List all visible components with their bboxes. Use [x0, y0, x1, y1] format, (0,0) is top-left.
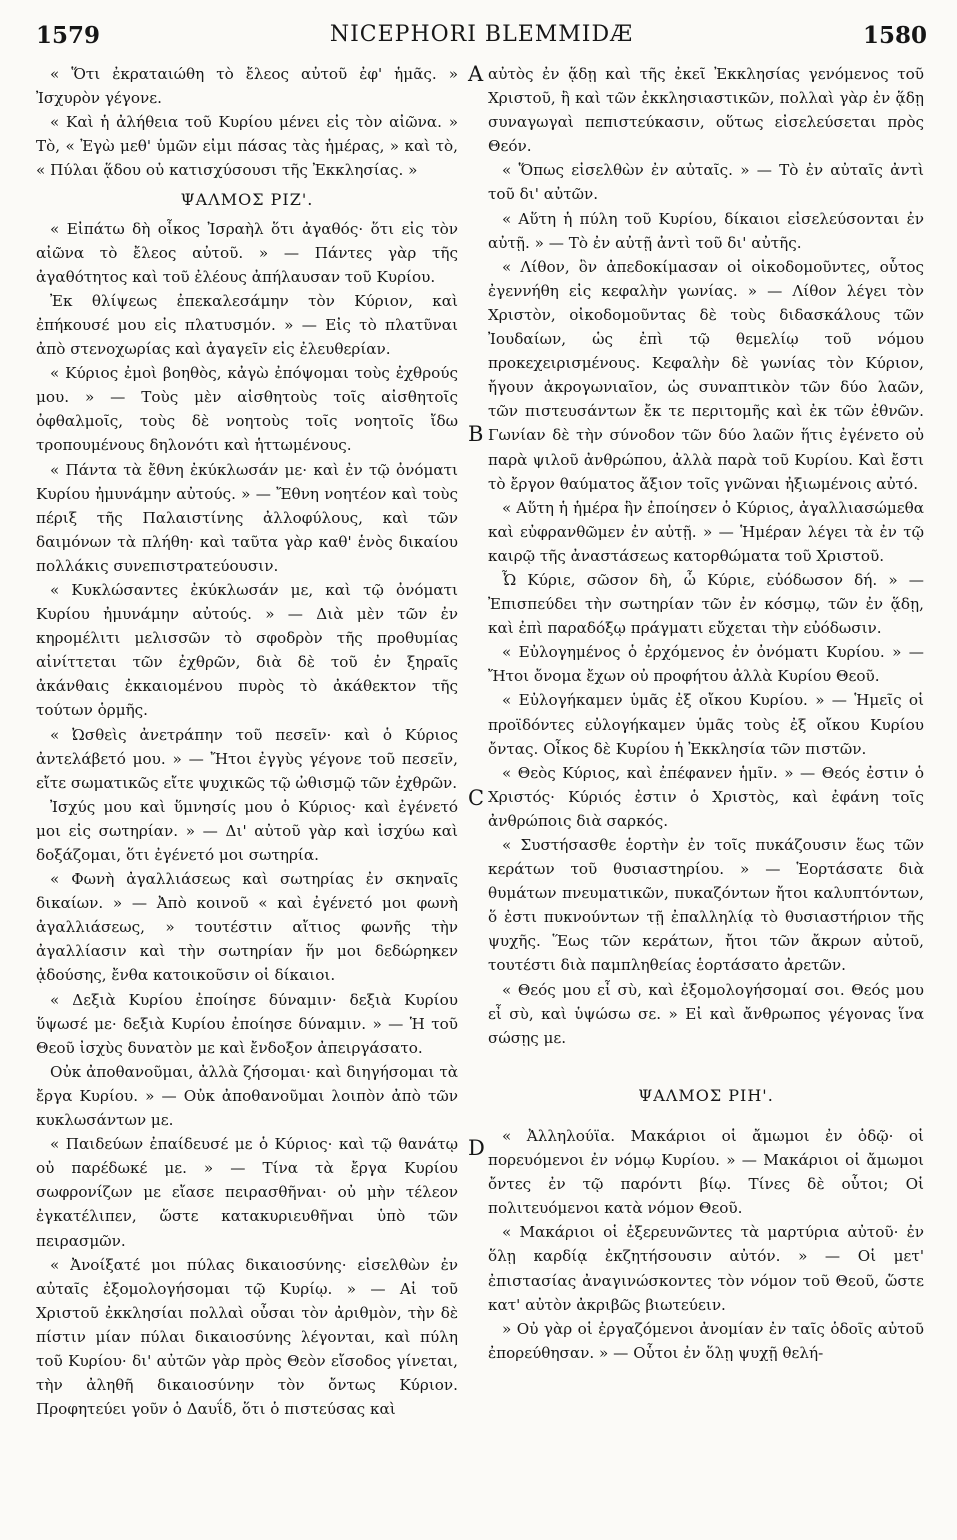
paragraph: « Αὕτη ἡ ἡμέρα ἣν ἐποίησεν ὁ Κύριος, ἀγαλλιασώμεθα καὶ εὐφρανθῶμεν ἐν αὐτῇ. » — Ἡμέραν λέγει τὰ ἐν τῷ καιρῷ τῆς ἀναστάσεως κατορθώματα τοῦ Χριστοῦ. — [488, 498, 924, 565]
paragraph: » Οὐ γὰρ οἱ ἐργαζόμενοι ἀνομίαν ἐν ταῖς ὁδοῖς αὐτοῦ ἐπορεύθησαν. » — Οὗτοι ἐν ὅλῃ ψυχῇ θελή- — [488, 1319, 924, 1362]
paragraph: « Κύριος ἐμοὶ βοηθὸς, κἀγὼ ἐπόψομαι τοὺς ἐχθρούς μου. » — Τοὺς μὲν αἰσθητοὺς τοῖς αἰσθητοῖς ὀφθαλμοῖς, τοὺς δὲ νοητοὺς τοῖς νοητοῖς ἴδω τροπουμένους δηλονότι καὶ ἡττωμένους. — [36, 364, 458, 455]
paragraph: Ἰσχύς μου καὶ ὕμνησίς μου ὁ Κύριος· καὶ ἐγένετό μοι εἰς σωτηρίαν. » — Δι' αὐτοῦ γὰρ καὶ ἰσχύω καὶ δοξάζομαι, ὅτι ἐγένετό μοι σωτηρία. — [36, 797, 458, 864]
right-column — [488, 62, 924, 1365]
paragraph: « Πάντα τὰ ἔθνη ἐκύκλωσάν με· καὶ ἐν τῷ ὀνόματι Κυρίου ἠμυνάμην αὐτούς. » — Ἔθνη νοητέον καὶ τοὺς πέριξ τῆς Παλαιστίνης ἀλλοφύλους, καὶ τῶν δαιμόνων τὰ πλήθη· καὶ ταῦτα γὰρ καθ' ἑνὸς δικαίου πολλάκις συνεπιστρατεύουσιν. — [36, 460, 458, 575]
page-number-right: 1580 — [862, 22, 927, 49]
margin-marker-c: C — [468, 786, 485, 810]
paragraph: Ἐκ θλίψεως ἐπεκαλεσάμην τὸν Κύριον, καὶ ἐπήκουσέ μου εἰς πλατυσμόν. » — Εἰς τὸ πλατῦναι ἀπὸ στενοχωρίας καὶ ἀγαγεῖν εἰς ἐλευθερίαν. — [36, 291, 458, 359]
paragraph: « Ὠσθεὶς ἀνετράπην τοῦ πεσεῖν· καὶ ὁ Κύριος ἀντελάβετό μου. » — Ἤτοι ἐγγὺς γέγονε τοῦ πεσεῖν, εἴτε σωματικῶς εἴτε ψυχικῶς τῷ ὠθισμῷ τῶν ἐχθρῶν. — [36, 725, 458, 792]
paragraph: « Ἀνοίξατέ μοι πύλας δικαιοσύνης· εἰσελθὼν ἐν αὐταῖς ἐξομολογήσομαι τῷ Κυρίῳ. » — Αἱ τοῦ Χριστοῦ ἐκκλησίαι πολλαὶ οὖσαι τὸν ἀριθμὸν, τὴν δὲ πίστιν μίαν πύλαι δικαιοσύνης λέγονται, καὶ πύλη τοῦ Κυρίου· δι' αὐτῶν γὰρ πρὸς Θεὸν εἴσοδος γίνεται, τὴν ἀληθῆ δικαιοσύνην τὸν ὄντως Κύριον. Προφητεύει γοῦν ὁ Δαυΐδ, ὅτι ὁ πιστεύσας καὶ — [36, 1255, 458, 1419]
paragraph: « Καὶ ἡ ἀλήθεια τοῦ Κυρίου μένει εἰς τὸν αἰῶνα. » Τὸ, « Ἐγὼ μεθ' ὑμῶν εἰμι πάσας τὰς ἡμέρας, » καὶ τὸ, « Πύλαι ᾅδου οὐ κατισχύσουσι τῆς Ἐκκλησίας. » — [36, 113, 458, 180]
left-column — [36, 62, 458, 1421]
paragraph: « Θεὸς Κύριος, καὶ ἐπέφανεν ἡμῖν. » — Θεός ἐστιν ὁ Χριστός· Κύριός ἐστιν ὁ Χριστὸς, καὶ ἐφάνη τοῖς ἀνθρώποις διὰ σαρκός. — [488, 763, 924, 830]
paragraph: « Αὕτη ἡ πύλη τοῦ Κυρίου, δίκαιοι εἰσελεύσονται ἐν αὐτῇ. » — Τὸ ἐν αὐτῇ ἀντὶ τοῦ δι' αὐτῆς. — [488, 209, 924, 252]
paragraph: « Εὐλογημένος ὁ ἐρχόμενος ἐν ὀνόματι Κυρίου. » — Ἤτοι ὄνομα ἔχων οὐ προφήτου ἀλλὰ Κυρίου Θεοῦ. — [488, 643, 924, 686]
psalm-heading: ΨΑΛΜΟΣ ΡΙΗ'. — [638, 1085, 774, 1105]
margin-marker-b: B — [468, 422, 484, 446]
running-title: NICEPHORI BLEMMIDÆ — [329, 22, 634, 47]
paragraph: « Φωνὴ ἀγαλλιάσεως καὶ σωτηρίας ἐν σκηναῖς δικαίων. » — Ἀπὸ κοινοῦ « καὶ ἐγένετό μοι φωνὴ ἀγαλλιάσεως, » τουτέστιν αἴτιος φωνῆς τὴν ἀγαλλίασιν καὶ τὴν σωτηρίαν ἥν μοι δεδώρηκεν ᾀδούσης, ἔνθα κατοικοῦσιν οἱ δίκαιοι. — [36, 870, 458, 985]
page-number-left: 1579 — [36, 22, 101, 49]
paragraph: « Θεός μου εἶ σὺ, καὶ ἐξομολογήσομαί σοι. Θεός μου εἶ σὺ, καὶ ὑψώσω σε. » Εἰ καὶ ἄνθρωπος γέγονας ἵνα σώσῃς με. — [488, 980, 924, 1047]
paragraph: « Ἀλληλούϊα. Μακάριοι οἱ ἄμωμοι ἐν ὁδῷ· οἱ πορευόμενοι ἐν νόμῳ Κυρίου. » — Μακάριοι οἱ ἄμωμοι ὄντες ἐν τῷ παρόντι βίῳ. Τίνες δὲ οὗτοι; Οἱ πολιτευόμενοι κατὰ νόμον Θεοῦ. — [488, 1126, 924, 1218]
paragraph: « Λίθον, ὃν ἀπεδοκίμασαν οἱ οἰκοδομοῦντες, οὗτος ἐγεννήθη εἰς κεφαλὴν γωνίας. » — Λίθον λέγει τὸν Χριστὸν, οἰκοδομοῦντας δὲ τοὺς διδασκάλους τῶν Ἰουδαίων, ὡς ἐπὶ τῷ θεμελίῳ τοῦ νόμου προκεχειρισμένους. Κεφαλὴν δὲ γωνίας τὸν Κύριον, ἤγουν ἀκρογωνιαῖον, ὡς συναπτικὸν τῶν δύο λαῶν, τῶν πιστευσάντων ἔκ τε περιτομῆς καὶ ἐκ τῶν ἐθνῶν. Γωνίαν δὲ τὴν σύνοδον τῶν δύο λαῶν ἥτις ἐγένετο οὐ παρὰ ψιλοῦ ἀνθρώπου, ἀλλὰ παρὰ τοῦ Κυρίου. Καὶ ἔστι τὸ ἔργον θαύματος ἄξιον τοῖς γνῶναι ἠξιωμένοις αὐτό. — [488, 257, 924, 493]
paragraph: « Ὅπως εἰσελθὼν ἐν αὐταῖς. » — Τὸ ἐν αὐταῖς ἀντὶ τοῦ δι' αὐτῶν. — [488, 161, 924, 204]
paragraph: « Μακάριοι οἱ ἐξερευνῶντες τὰ μαρτύρια αὐτοῦ· ἐν ὅλῃ καρδίᾳ ἐκζητήσουσιν αὐτόν. » — Οἱ μετ' ἐπιστασίας ἀναγινώσκοντες τὸν νόμον τοῦ Θεοῦ, ὥστε κατ' αὐτὸν ἀκριβῶς βιωτεύειν. — [488, 1223, 924, 1314]
paragraph: « Εὐλογήκαμεν ὑμᾶς ἐξ οἴκου Κυρίου. » — Ἡμεῖς οἱ προϊδόντες εὐλογήκαμεν ὑμᾶς τοὺς ἐξ οἴκου Κυρίου ὄντας. Οἶκος δὲ Κυρίου ἡ Ἐκκλησία τῶν πιστῶν. — [488, 691, 924, 758]
paragraph: « Κυκλώσαντες ἐκύκλωσάν με, καὶ τῷ ὀνόματι Κυρίου ἠμυνάμην αὐτούς. » — Διὰ μὲν τῶν ἐν κηρομέλιτι μελισσῶν τὸ σφοδρὸν τῆς προθυμίας αἰνίττεται τῶν ἐχθρῶν, διὰ δὲ τοῦ ἐν ξηραῖς ἀκάνθαις ἐκκαιομένου πυρὸς τὸ ἀκάθεκτον τῆς τούτων ὁρμῆς. — [36, 580, 458, 720]
psalm-heading: ΨΑΛΜΟΣ ΡΙΖ'. — [180, 190, 314, 210]
paragraph: « Δεξιὰ Κυρίου ἐποίησε δύναμιν· δεξιὰ Κυρίου ὕψωσέ με· δεξιὰ Κυρίου ἐποίησε δύναμιν. » — Ἡ τοῦ Θεοῦ ἰσχὺς δυνατὸν με καὶ ἔνδοξον ἀπειργάσατο. — [36, 990, 458, 1057]
paragraph: Οὐκ ἀποθανοῦμαι, ἀλλὰ ζήσομαι· καὶ διηγήσομαι τὰ ἔργα Κυρίου. » — Οὐκ ἀποθανοῦμαι λοιπὸν ἀπὸ τῶν κυκλωσάντων με. — [36, 1062, 458, 1130]
paragraph: Ὦ Κύριε, σῶσον δὴ, ὦ Κύριε, εὐόδωσον δή. » — Ἐπισπεύδει τὴν σωτηρίαν τῶν ἐν κόσμῳ, τῶν ἐν ᾅδῃ, καὶ ἐπὶ παραδόξῳ πράγματι εὔχεται τὴν εὐόδωσιν. — [488, 570, 924, 638]
paragraph: αὐτὸς ἐν ᾅδῃ καὶ τῆς ἐκεῖ Ἐκκλησίας γενόμενος τοῦ Χριστοῦ, ἢ καὶ τῶν ἐκκλησιαστικῶν, πολλαὶ γὰρ ἐν ᾅδῃ συναγωγαὶ πεπιστεύκασιν, οὕτως εἰσελεύσεται πρὸς Θεόν. — [488, 65, 924, 156]
paragraph: « Συστήσασθε ἑορτὴν ἐν τοῖς πυκάζουσιν ἕως τῶν κεράτων τοῦ θυσιαστηρίου. » — Ἑορτάσατε διὰ θυμάτων πνευματικῶν, πυκαζόντων ἤτοι καλυπτόντων, ὅ ἐστι πυκνούντων τῇ ἐπαλληλίᾳ τὸ θυσιαστήριον τῆς ψυχῆς. Ἕως τῶν κεράτων, ἤτοι τῶν ἄκρων αὐτοῦ, τουτέστι διὰ παμπληθείας ἑορτάσατο ἀρετῶν. — [488, 836, 924, 975]
paragraph: « Εἰπάτω δὴ οἶκος Ἰσραὴλ ὅτι ἀγαθός· ὅτι εἰς τὸν αἰῶνα τὸ ἔλεος αὐτοῦ. » — Πάντες γὰρ τῆς ἀγαθότητος καὶ τοῦ ἐλέους ἀπήλαυσαν τοῦ Κυρίου. — [36, 219, 458, 286]
margin-marker-a: A — [468, 62, 484, 86]
page-header — [36, 22, 927, 56]
margin-marker-d: D — [468, 1136, 485, 1160]
paragraph: « Ὅτι ἐκραταιώθη τὸ ἔλεος αὐτοῦ ἐφ' ἡμᾶς. » Ἰσχυρὸν γέγονε. — [36, 65, 458, 108]
paragraph: « Παιδεύων ἐπαίδευσέ με ὁ Κύριος· καὶ τῷ θανάτῳ οὐ παρέδωκέ με. » — Τίνα τὰ ἔργα Κυρίου σωφρονίζων με εἴασε πειρασθῆναι· οὐ μὴν τέλεον ἐγκατέλιπεν, ὥστε κατακυριευθῆναι ὑπὸ τῶν πειρασμῶν. — [36, 1135, 458, 1250]
